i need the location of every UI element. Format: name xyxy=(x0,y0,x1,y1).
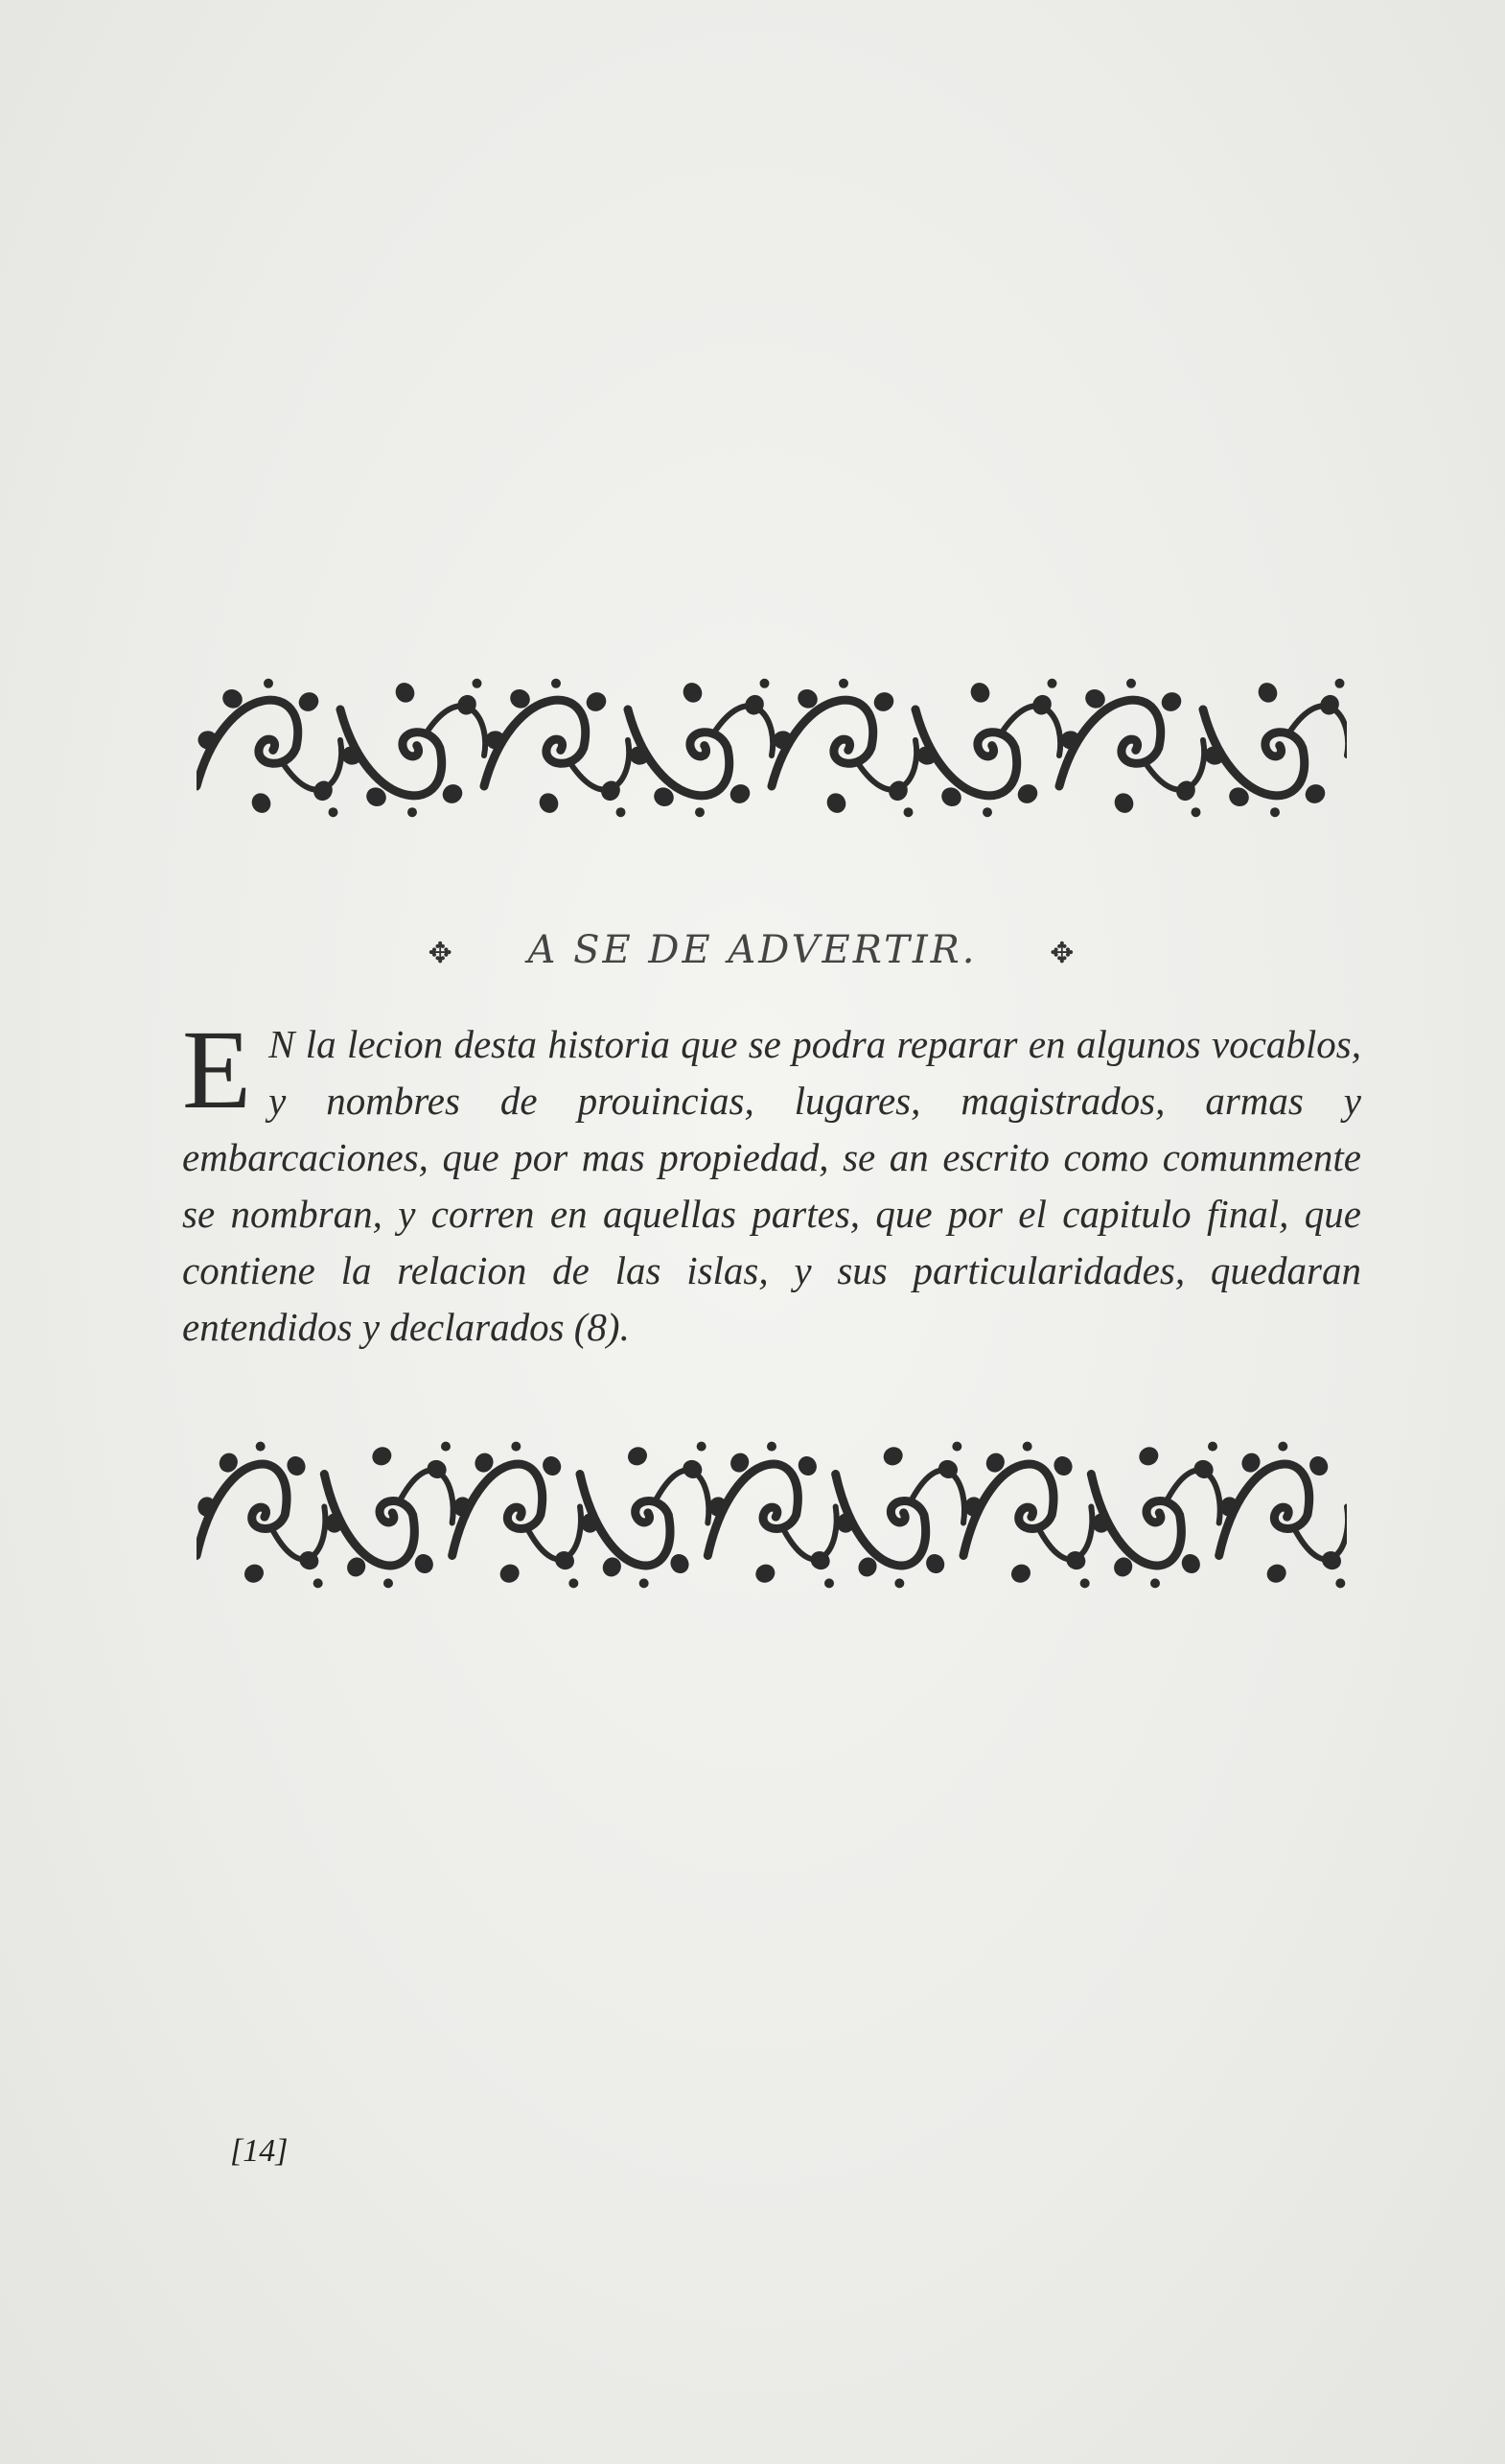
top-ornament-band xyxy=(197,671,1347,825)
paragraph xyxy=(182,1007,1361,1356)
paragraph-text: N la lecion desta historia que se podra reparar en algunos vocablos, y nombres de prouincias, lugares, magistrados, armas y embarcaciones, que por mas propiedad, se an escrito como comunmente se nombran, y corren en aquellas partes, que por el capitulo final, que contiene la relacion de las islas, y sus particularidades, quedaran entendidos y declarados (8). xyxy=(182,1022,1361,1349)
fleuron-right-icon: ✥ xyxy=(1050,936,1077,970)
floral-scroll-band-icon xyxy=(197,671,1347,825)
heading-text: A SE DE ADVERTIR. xyxy=(527,928,978,972)
floral-scroll-band-icon xyxy=(197,1433,1347,1596)
section-heading xyxy=(0,928,1505,972)
fleuron-left-icon: ✥ xyxy=(428,936,455,970)
bottom-ornament-band xyxy=(197,1433,1347,1596)
page-number: [14] xyxy=(230,2133,289,2169)
drop-cap: E xyxy=(182,1007,252,1132)
